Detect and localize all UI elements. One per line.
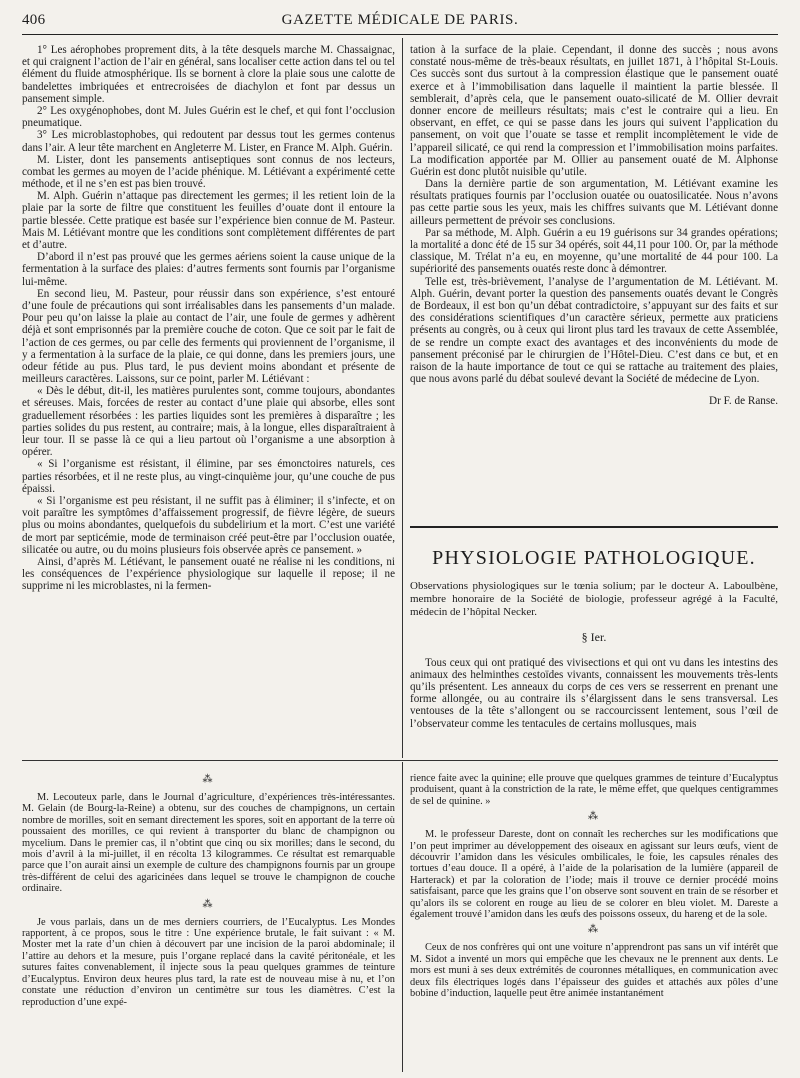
asterism: ⁂ (202, 774, 215, 785)
paragraph: Je vous parlais, dans un de mes derniers courriers, de l’Eucalyptus. Les Mondes rapportent, à ce propos, sous le titre : Une expérience brutale, le fait suivant : « M. Moster met la rate d’un chien à découvert par une incision de la paroi abdominale; il l’attire au dehors et la mesure, puis l’organe replacé dans la cavité péritonéale, et les sutures faites convenablement, il injecte sous la peau quelques grammes de teinture d’Eucalyptus. Environ deux heures plus tard, la rate est de nouveau mise à nu, et l’on constate une réduction d’environ un centimètre sur tous les diamètres. C’est la reproduction d’une expé- (22, 916, 395, 1008)
paragraph: tation à la surface de la plaie. Cependant, il donne des succès ; nous avons constaté nous-même de très-beaux résultats, en juillet 1871, à l’hôpital St-Louis. Ces succès sont dus surtout à la compression élastique que le pansement ouaté exerce et à l’immobilisation dans laquelle il maintient la partie blessée. Il semblerait, d’après cela, que le pansement ouato-silicaté de M. Ollier devrait donner encore de meilleurs résultats; mais c’est le contraire qui a lieu. En observant, en effet, ce qui se passe dans les jours qui suivent l’application du pansement, on voit que l’ouate se tasse et remplit incomplètement le vide de l’appareil silicaté, ce qui rend la compression et l’immobilisation moins parfaites. La modification apportée par M. Ollier au pansement ouaté de M. Alphonse Guérin est donc plutôt nuisible qu’utile. (410, 44, 778, 178)
paragraph: Tous ceux qui ont pratiqué des vivisections et qui ont vu dans les intestins des animaux des helminthes cestoïdes vivants, connaissent les mouvements très-lents qu’ils présentent. Les anneaux du corps de ces vers se resserrent en prenant une forme allongée, ou au contraire ils s’élargissent dans le sens transversal. Les ventouses de la tête s’allongent ou se raccourcissent lentement, sous l’œil de l’observateur comme les tentacules de certains mollusques, mais (410, 656, 778, 730)
paragraph: Ainsi, d’après M. Létiévant, le pansement ouaté ne réalise ni les conditions, ni les conséquences de l’expérience physiologique sur laquelle il repose; il ne supprime ni les microblastes, ni la fermen- (22, 555, 395, 593)
page-number: 406 (22, 12, 46, 28)
page-header (22, 10, 778, 34)
paragraph: Telle est, très-brièvement, l’analyse de l’argumentation de M. Létiévant. M. Alph. Guérin, devant porter la question des pansements ouatés devant le Congrès de Bordeaux, il est bon qu’un débat contradictoire, s’appuyant sur des faits et sur des considérations scientifiques d’un caractère sérieux, permette aux praticiens présents au congrès, ou à ceux qui liront plus tard les travaux de cette Assemblée, de se rendre un compte exact des avantages et des inconvénients du mode de pansement préconisé par le chirurgien de l’Hôtel-Dieu. C’est dans ce but, et en raison de la haute importance de tout ce qui se rattache au traitement des plaies, que nous avons parlé du débat soulevé devant la Société de médecine de Lyon. (410, 275, 778, 386)
paragraph: M. le professeur Dareste, dont on connaît les recherches sur les modifications que l’on peut imprimer au développement des oiseaux en agissant sur leurs œufs, vient de découvrir l’amidon dans les vésicules ombilicales, le foie, les capsules rénales des tortues d’eau douce. Il a opéré, à l’aide de la polarisation de la lumière (appareil de Harterack) et par la coloration de l’iode; mais il trouve ce dernier procédé moins satisfaisant, parce que les grains que l’on observe sont souvent en train de se résorber et qu’alors ils se colorent en rouge au lieu de se colorer en bleu violet. M. Dareste a également trouvé l’amidon dans les œufs des poissons osseux, du hareng et de la sole. (410, 829, 778, 921)
paragraph: D’abord il n’est pas prouvé que les germes aériens soient la cause unique de la fermentation à la surface des plaies: d’autres ferments sont fournis par l’organisme lui-même. (22, 251, 395, 288)
asterism: ⁂ (588, 811, 600, 823)
paragraph: Dans la dernière partie de son argumentation, M. Létiévant examine les résultats pratiques fournis par l’occlusion ouatée ou ouatosilicatée. Nous n’avons pas cette partie sous les yeux, mais les chiffres suivants que M. Létiévant donne ailleurs permettent de prévoir ses conclusions. (410, 178, 778, 227)
paragraph: Ceux de nos confrères qui ont une voiture n’apprendront pas sans un vif intérêt que M. Sidot a inventé un mors qui empêche que les chevaux ne le prennent aux dents. Le mors est muni à ses deux extrémités de couronnes métalliques, en communication avec deux fils électriques logés dans l’épaisseur des guides et attachés aux pôles d’une bobine d’induction, laquelle peut être animée instantanément (410, 942, 778, 1000)
column-divider-upper (402, 38, 403, 758)
paragraph: rience faite avec la quinine; elle prouve que quelques grammes de teinture d’Eucalyptus produisent, quant à la constriction de la rate, le même effet, que quelques centigrammes de sel de quinine. » (410, 773, 778, 807)
section-mark: § Ier. (581, 629, 607, 644)
paragraph: 3° Les microblastophobes, qui redoutent par dessus tout les germes contenus dans l’air. A leur tête marchent en Angleterre M. Lister, en France M. Alph. Guérin. (22, 129, 395, 154)
asterism: ⁂ (588, 924, 600, 936)
quote-paragraph: « Dès le début, dit-il, les matières purulentes sont, comme toujours, abondantes et séreuses. Mais, forcées de rester au contact d’une plaie qui absorbe, elles sont graduellement résorbées : les parties liquides sont les premières à disparaître ; les parties solides du pus restent, au contraire; mais, à la longue, elles disparaîtraient à leur tour. Il se passe là ce qui a lieu partout où l’organisme a une absorption à opérer. (22, 385, 395, 459)
physiologie-section (410, 545, 778, 730)
paragraph: 1° Les aérophobes proprement dits, à la tête desquels marche M. Chassaignac, et qui craignent l’action de l’air en général, sans localiser cette action dans tel ou tel élément du fluide atmosphérique. Ils se bornent à clore la plaie sous une calotte de bandelettes imbriquées et entrecroisées de diachylon et font par dessus un pansement simple. (22, 44, 395, 105)
paragraph: M. Lister, dont les pansements antiseptiques sont connus de nos lecteurs, combat les germes au moyen de l’acide phénique. M. Létiévant a expérimenté cette méthode, et il ne s’en est pas bien trouvé. (22, 153, 395, 191)
article-left-column (22, 44, 395, 592)
asterism: ⁂ (202, 898, 215, 910)
paragraph: En second lieu, M. Pasteur, pour réussir dans son expérience, s’est entouré d’une foule de précautions qui sont irréalisables dans les pansements d’un malade. Pour peu qu’on laisse la plaie au contact de l’air, une foule de germes y adhèrent déjà et sont emprisonnés par la première couche de coton. Que ce soit par le fait de l’action de ces germes, ou par celle des ferments qui proviennent de l’organisme, il y a fermentation à la surface de la plaie, ce qui donne, dans les premiers jours, une odeur fétide au pus. Plus tard, le pus devient moins abondant et présente de meilleurs caractères. Laissons, sur ce point, parler M. Létiévant : (22, 287, 395, 386)
header-rule (22, 34, 778, 35)
article-right-column (410, 44, 778, 407)
paragraph: M. Lecouteux parle, dans le Journal d’agriculture, d’expériences très-intéressantes. M. Gelain (de Bourg-la-Reine) a obtenu, sur des couches de champignons, un certain nombre de morilles, soit en semant directement les spores, soit en apportant de la terre où poussaient des morilles, ce qui revient à transporter du blanc de champignon ou mycelium. Dans le premier cas, il n’obtint que cinq ou six morilles; dans le second, du mois d’avril à la mi-juillet, il en récolta 13 kilogrammes. Ce résultat est remarquable parce que l’on aurait ainsi un exemple de culture des champignons fournis par un groupe très-différent de celui des agaricinées dans lequel se trouve le champignon de couche ordinaire. (22, 792, 395, 895)
running-title: GAZETTE MÉDICALE DE PARIS. (281, 12, 519, 28)
quote-paragraph: « Si l’organisme est peu résistant, il ne suffit pas à éliminer; il s’infecte, et on voit paraître les symptômes d’affaissement progressif, de fièvre légère, de sueurs plus ou moins abondantes, quelquefois du subdelirium et la mort. C’est une variété de mort par septicémie, mode de terminaison créé peut-être par l’occlusion ouatée, silicatée ou autre, ou du moins plusieurs fois observée après ce pansement. » (22, 494, 395, 556)
signature: Dr F. de Ranse. (708, 395, 778, 408)
section-title: PHYSIOLOGIE PATHOLOGIQUE. (432, 547, 756, 569)
quote-paragraph: « Si l’organisme est résistant, il élimine, par ses émonctoires naturels, ces parties résorbées, et il ne reste plus, au vingt-cinquième jour, qu’une couche de pus épaissi. (22, 458, 395, 495)
paragraph: Par sa méthode, M. Alph. Guérin a eu 19 guérisons sur 34 grandes opérations; la mortalité a donc été de 15 sur 34 opérés, soit 44,11 pour 100. Or, par la méthode classique, M. Trélat n’a eu, en moyenne, qu’une mortalité de 44 pour 100. La supériorité des pansements ouatés reste donc à démontrer. (410, 226, 778, 276)
notes-right-column (410, 773, 778, 1000)
page-divider (22, 760, 778, 761)
paragraph: M. Alph. Guérin n’attaque pas directement les germes; il les retient loin de la plaie par la sorte de filtre que constituent les feuilles d’ouate dont il entoure la partie blessée. Cette pratique est basée sur l’expérience bien connue de M. Pasteur. Mais M. Létiévant montre que les conditions sont complètement différentes de part et d’autre. (22, 190, 395, 251)
section-rule (410, 526, 778, 528)
paragraph: 2° Les oxygénophobes, dont M. Jules Guérin est le chef, et qui font l’occlusion pneumatique. (22, 104, 395, 130)
article-heading: Observations physiologiques sur le tœnia solium; par le docteur A. Laboulbène, membre honoraire de la Société de biologie, professeur agrégé à la Faculté, médecin de l’hôpital Necker. (410, 580, 778, 619)
notes-left-column (22, 770, 395, 1008)
column-divider-lower (402, 762, 403, 1072)
